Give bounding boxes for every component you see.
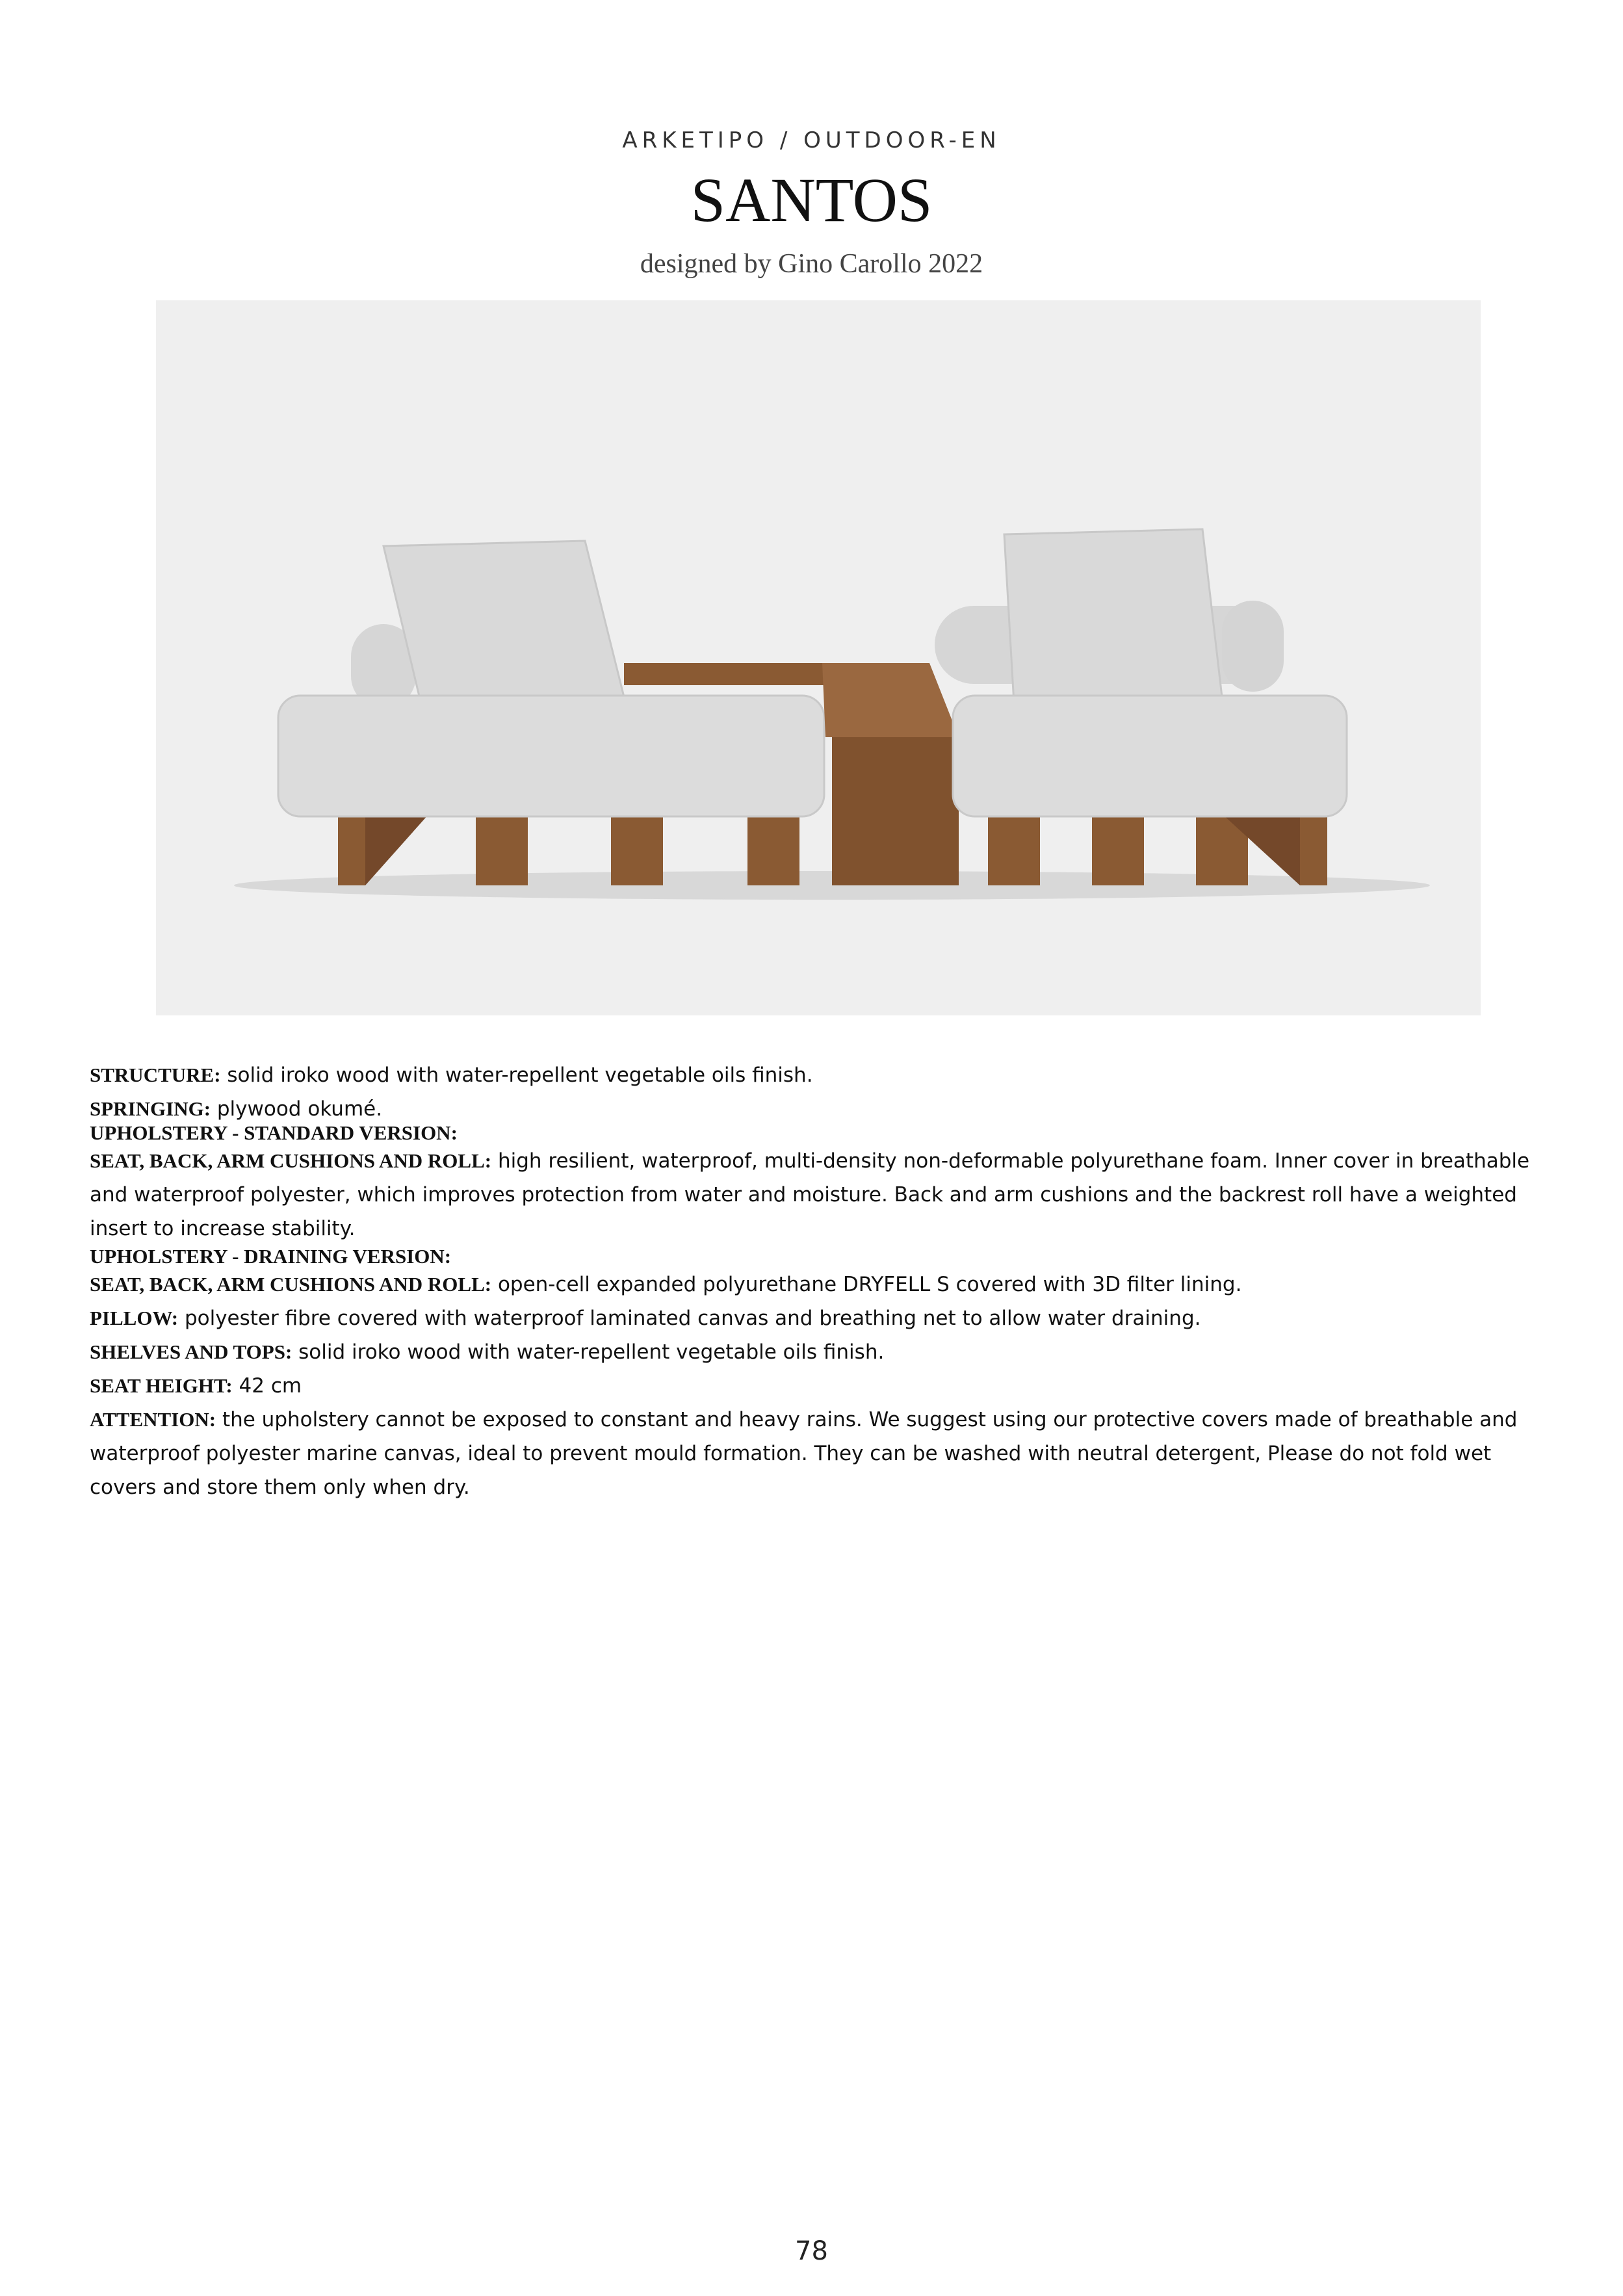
spec-value: plywood okumé. (216, 1097, 383, 1121)
spec-label: SEAT, BACK, ARM CUSHIONS AND ROLL: (90, 1149, 492, 1172)
wood-table (832, 737, 959, 885)
page-number: 78 (795, 2236, 828, 2266)
spec-springing (90, 1096, 1534, 1122)
spec-shelves (90, 1335, 1534, 1369)
wood-leg (338, 814, 365, 885)
wood-leg (747, 814, 799, 885)
spec-label: PILLOW: (90, 1307, 179, 1329)
spec-draining-cushions (90, 1268, 1534, 1301)
wood-leg (476, 814, 528, 885)
spec-value: polyester fibre covered with waterproof laminated canvas and breathing net to allow water draining. (184, 1307, 1201, 1330)
sofa-illustration (156, 300, 1481, 1015)
page-title: SANTOS (690, 165, 933, 235)
spec-label: SEAT, BACK, ARM CUSHIONS AND ROLL: (90, 1273, 492, 1296)
wood-leg (1092, 814, 1144, 885)
spec-value: open-cell expanded polyurethane DRYFELL S covered with 3D filter lining. (497, 1273, 1242, 1296)
spec-value: the upholstery cannot be exposed to constant and heavy rains. We suggest using our protective covers made of breathable and waterproof polyester marine canvas, ideal to prevent mould formation. They can be washed with neutral detergent, Please do not fold wet covers and store them only when dry. (90, 1408, 1518, 1499)
wood-leg (611, 814, 663, 885)
designer-credit: designed by Gino Carollo 2022 (640, 249, 983, 279)
spec-label: STRUCTURE: (90, 1063, 221, 1086)
seat-cushion (953, 696, 1347, 816)
spec-value: solid iroko wood with water-repellent vegetable oils finish. (227, 1063, 813, 1087)
spec-label: SEAT HEIGHT: (90, 1374, 233, 1397)
spec-value: high resilient, waterproof, multi-density non-deformable polyurethane foam. Inner cover in breathable and waterproof polyester, which improves protection from water and moisture. Back and arm cushions and the backrest roll have a weighted insert to increase stability. (90, 1149, 1530, 1240)
seat-cushion (278, 696, 824, 816)
spec-label: SHELVES AND TOPS: (90, 1340, 292, 1363)
spec-pillow (90, 1301, 1534, 1335)
back-cushion (1004, 529, 1222, 703)
breadcrumb: ARKETIPO / OUTDOOR-EN (622, 127, 1001, 153)
wood-leg (1300, 814, 1327, 885)
spec-attention (90, 1403, 1534, 1504)
wood-leg (988, 814, 1040, 885)
arm-roll (1222, 601, 1284, 692)
spec-list (90, 1058, 1534, 1504)
back-cushion (383, 541, 624, 710)
spec-value: 42 cm (239, 1374, 302, 1398)
spec-label: ATTENTION: (90, 1408, 216, 1431)
wood-table-top (822, 663, 959, 737)
spec-seat-height (90, 1369, 1534, 1403)
product-photo (156, 300, 1481, 1015)
spec-structure (90, 1058, 1534, 1092)
spec-standard-cushions (90, 1144, 1534, 1246)
section-heading-draining: UPHOLSTERY - DRAINING VERSION: (90, 1245, 452, 1268)
spec-value: solid iroko wood with water-repellent vegetable oils finish. (298, 1340, 885, 1364)
spec-label: SPRINGING: (90, 1097, 211, 1120)
section-heading-standard: UPHOLSTERY - STANDARD VERSION: (90, 1121, 458, 1144)
wood-leg (365, 814, 429, 885)
